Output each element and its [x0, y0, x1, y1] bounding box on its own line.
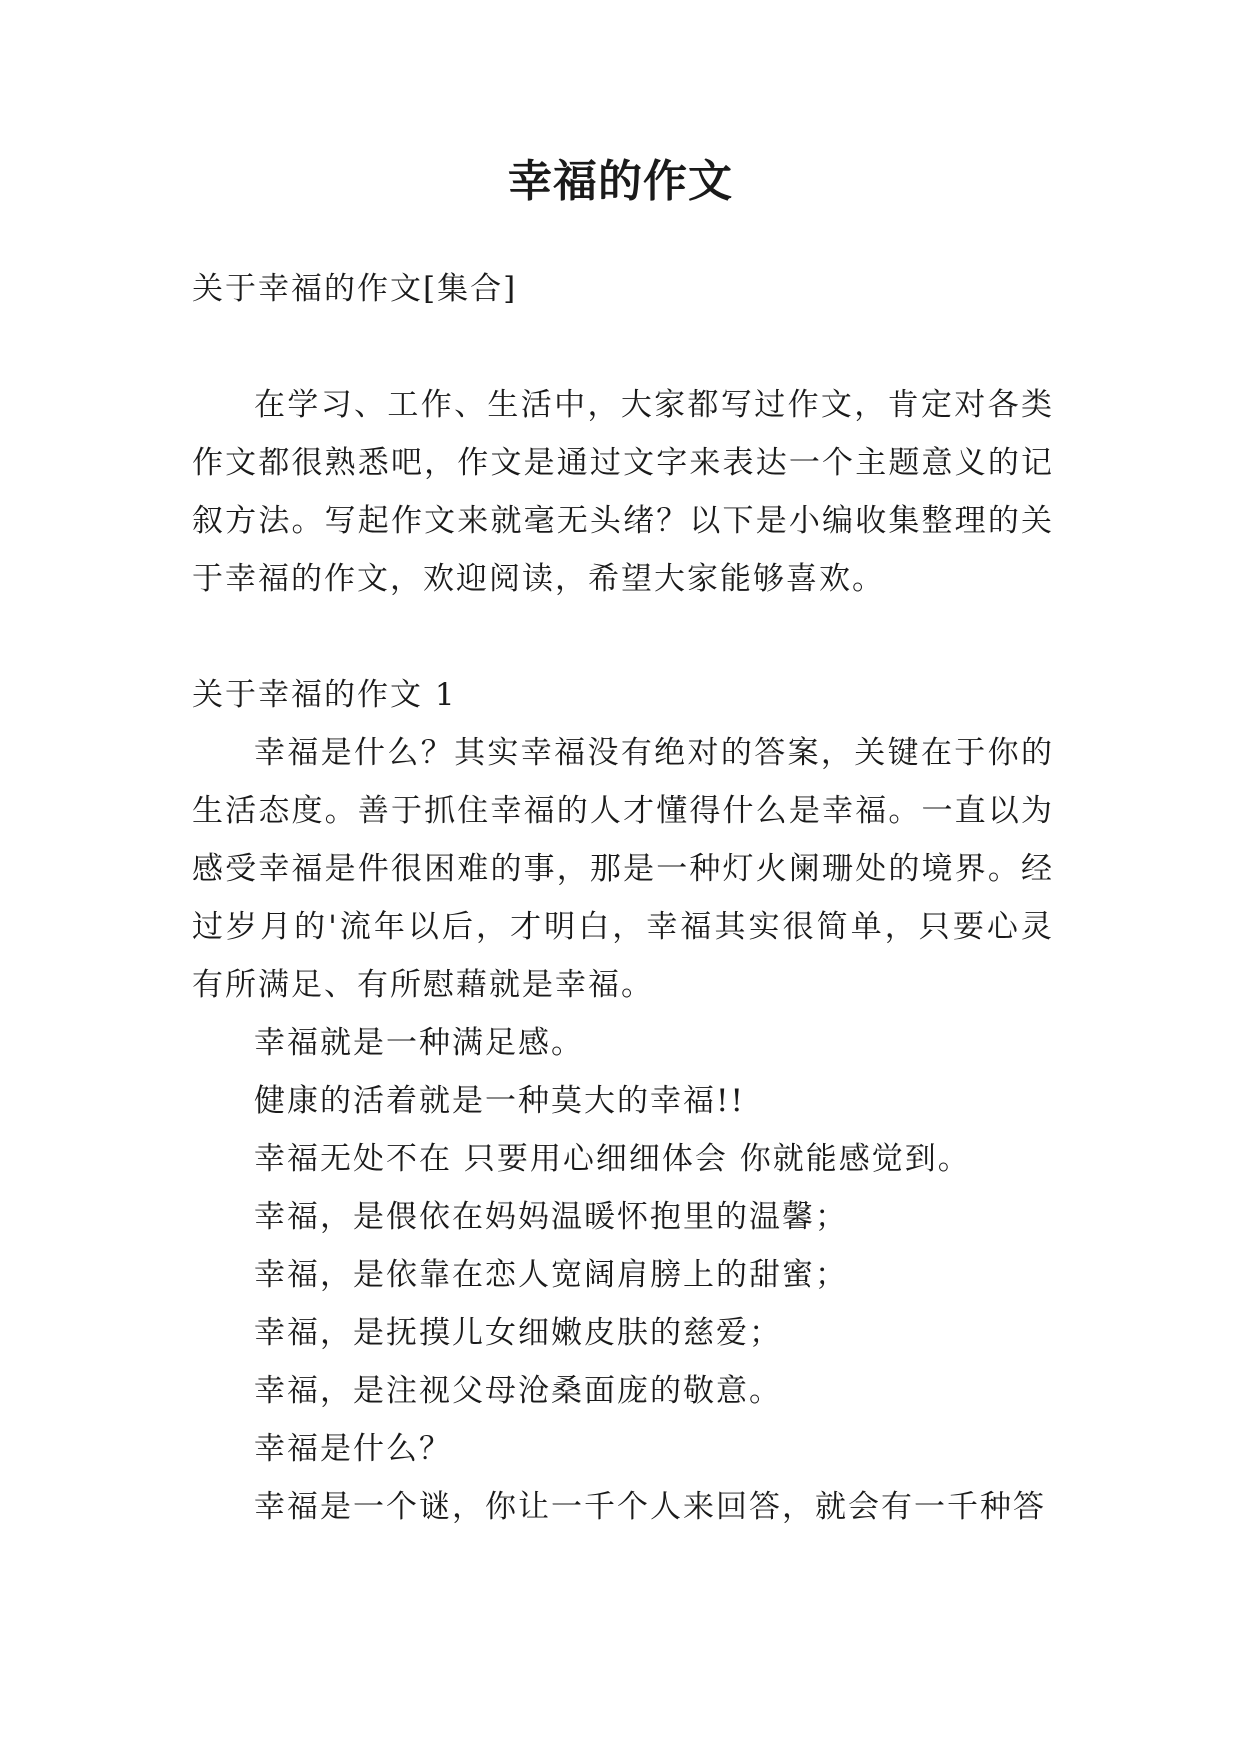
document-body — [192, 260, 1054, 1536]
body-paragraph: 幸福，是依靠在恋人宽阔肩膀上的甜蜜； — [254, 1257, 848, 1293]
body-paragraph: 幸福，是偎依在妈妈温暖怀抱里的温馨； — [254, 1199, 848, 1235]
document-title: 幸福的作文 — [508, 156, 733, 207]
document-subtitle: 关于幸福的作文[集合] — [192, 271, 518, 307]
body-paragraph: 幸福，是抚摸儿女细嫩皮肤的慈爱； — [254, 1315, 782, 1351]
body-paragraph: 健康的活着就是一种莫大的幸福!! — [254, 1083, 745, 1119]
body-paragraph: 幸福无处不在 只要用心细细体会 你就能感觉到。 — [254, 1141, 971, 1177]
body-paragraph: 幸福是什么？其实幸福没有绝对的答案，关键在于你的生活态度。善于抓住幸福的人才懂得什么是幸福。一直以为感受幸福是件很困难的事，那是一种灯火阑珊处的境界。经过岁月的'流年以后，才明白，幸福其实很简单，只要心灵有所满足、有所慰藉就是幸福。 — [192, 735, 1054, 1003]
section-heading: 关于幸福的作文 1 — [192, 677, 457, 713]
intro-paragraph: 在学习、工作、生活中，大家都写过作文，肯定对各类作文都很熟悉吧，作文是通过文字来表达一个主题意义的记叙方法。写起作文来就毫无头绪？以下是小编收集整理的关于幸福的作文，欢迎阅读，希望大家能够喜欢。 — [192, 387, 1054, 597]
body-paragraph: 幸福就是一种满足感。 — [254, 1025, 584, 1061]
body-paragraph: 幸福，是注视父母沧桑面庞的敬意。 — [254, 1373, 782, 1409]
body-paragraph: 幸福是一个谜，你让一千个人来回答，就会有一千种答 — [254, 1489, 1046, 1525]
body-paragraph: 幸福是什么？ — [254, 1431, 452, 1467]
